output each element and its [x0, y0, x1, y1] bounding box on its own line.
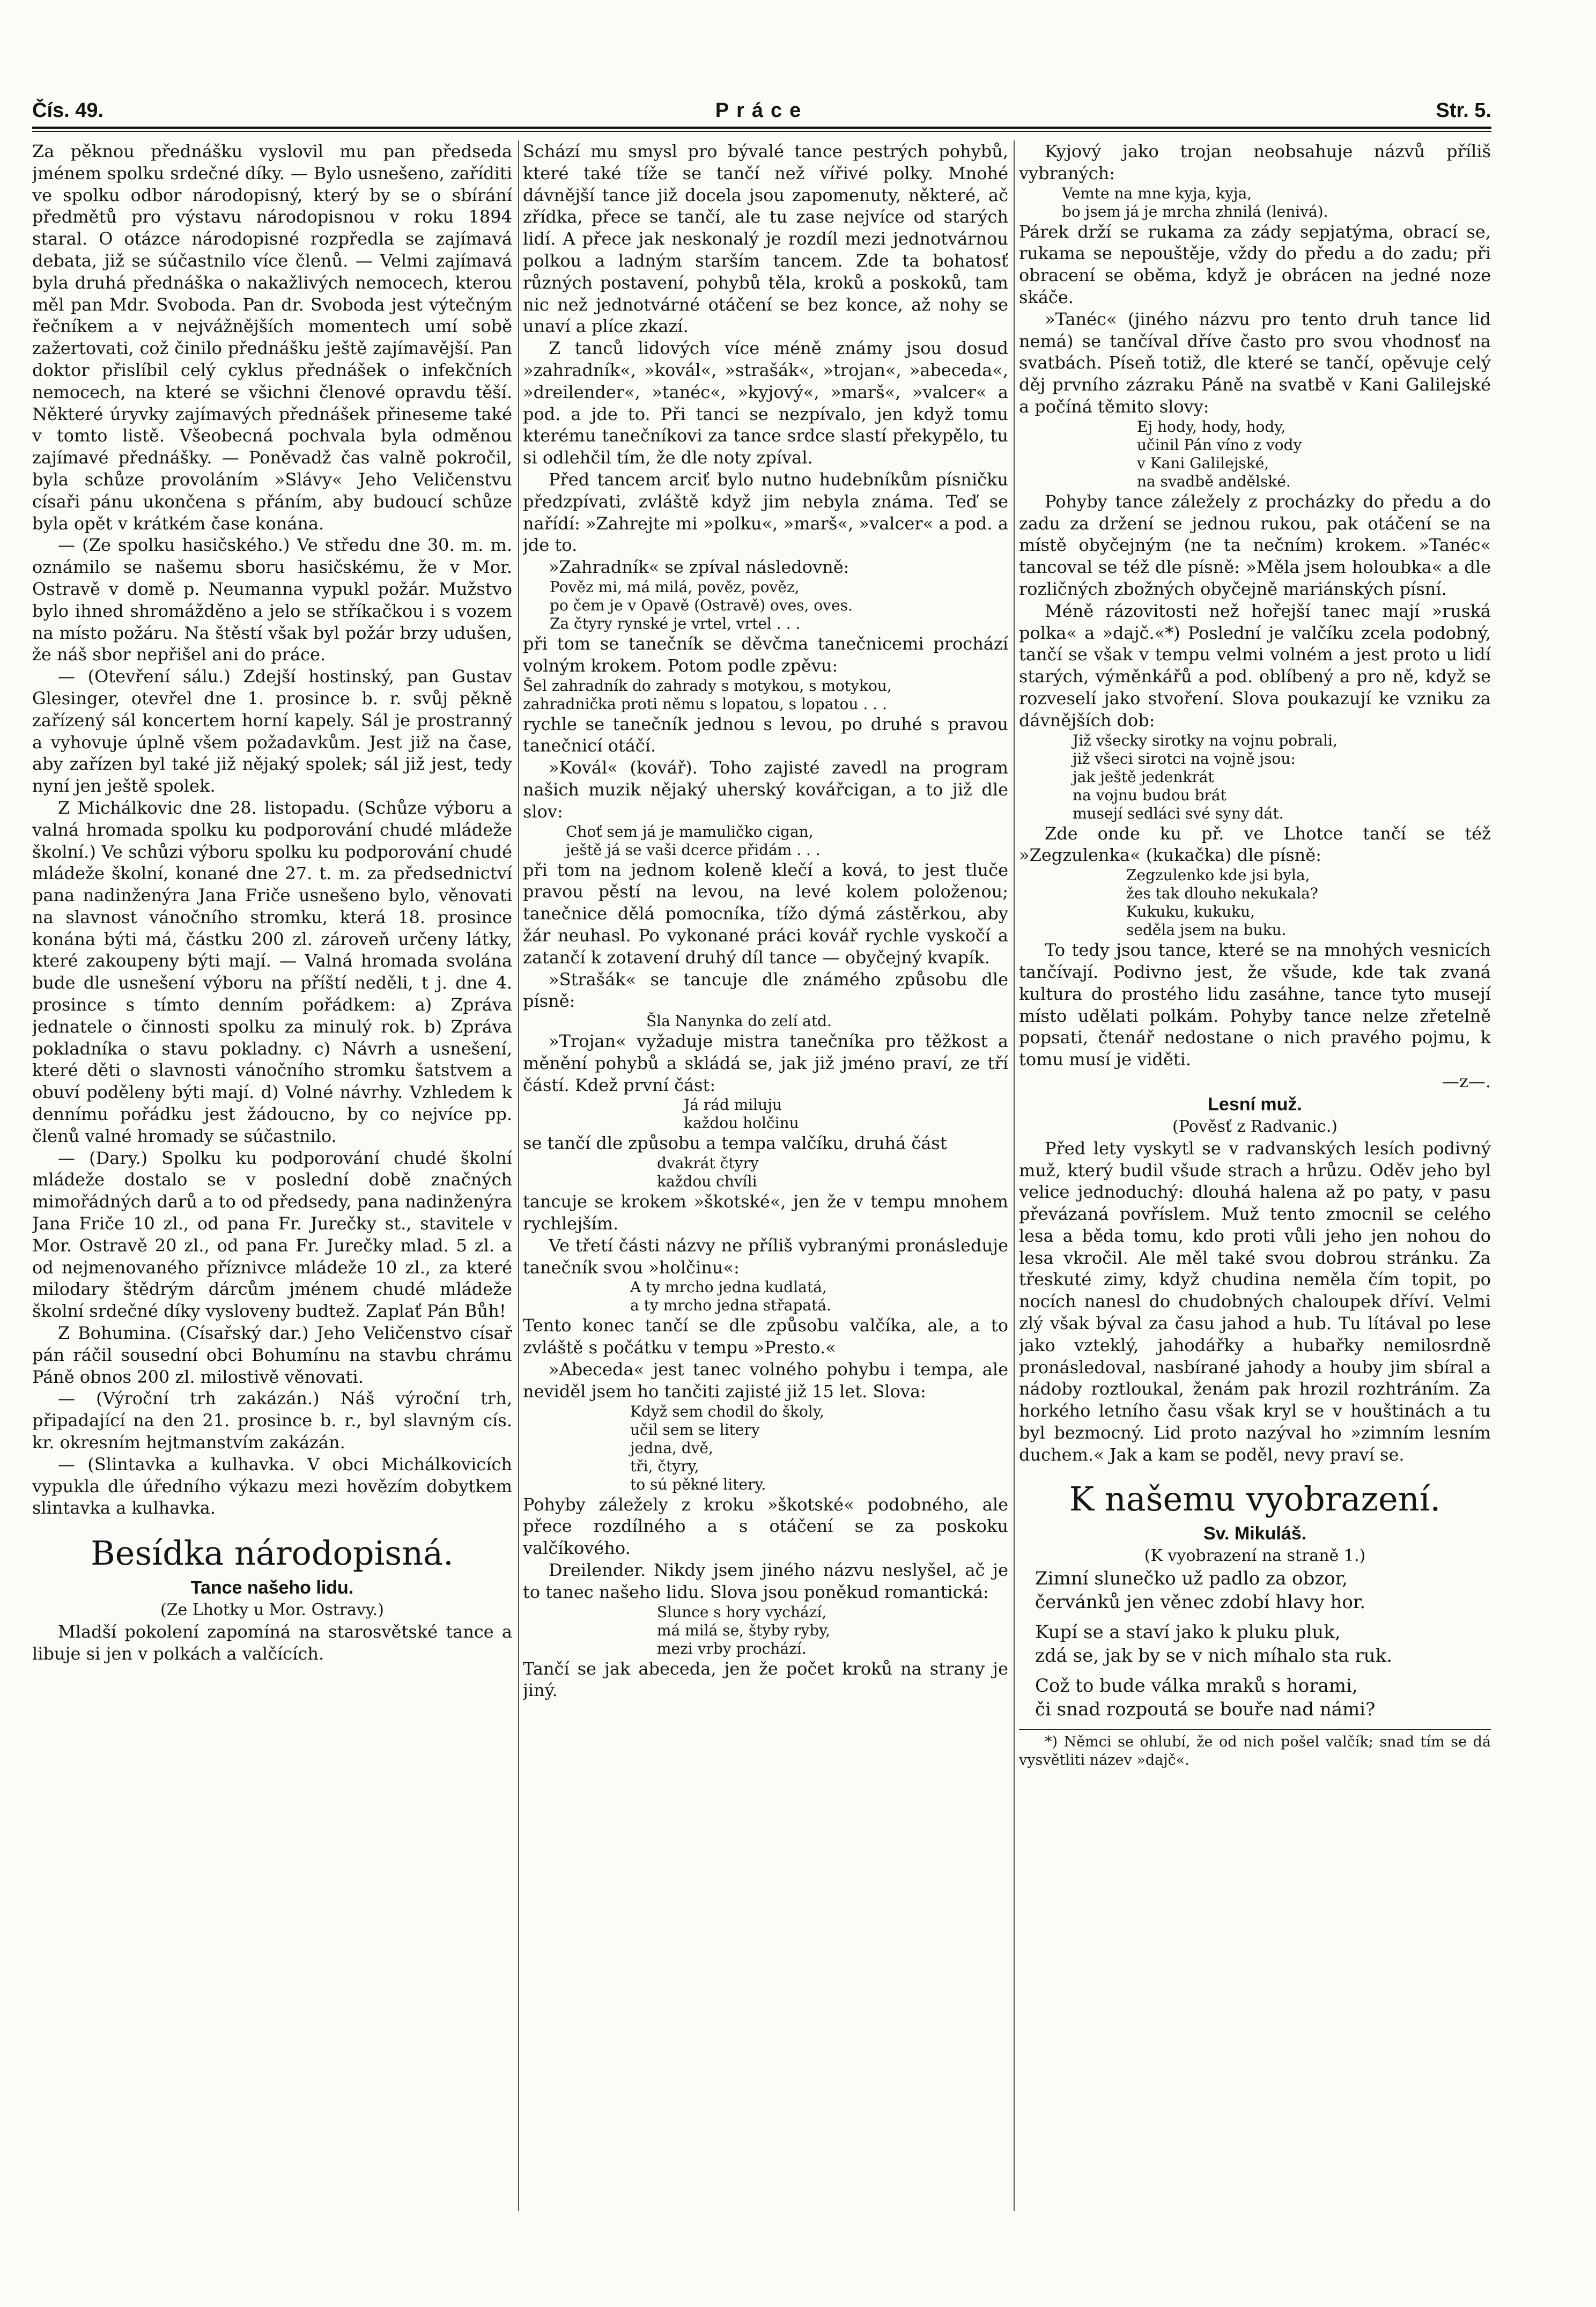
verse-line: žes tak dlouho nekukala?	[1126, 885, 1318, 903]
paragraph: »Tanéc« (jiného názvu pro tento druh tance lid nemá) se tančíval dříve často pro svou vhodnosť na svatbách. Píseň totiž, dle které se tančí, opěvuje celý děj prvního zázraku Páně na svatbě v Kani Galilejské a počíná těmito slovy:	[1019, 308, 1491, 417]
paragraph: »Strašák« se tancuje dle známého způsobu dle písně:	[523, 969, 1008, 1012]
header-rule-thin	[32, 131, 1491, 132]
verse-line: jak ještě jedenkrát	[1073, 768, 1214, 786]
verse-line: na svadbě andělské.	[1137, 472, 1291, 490]
newspaper-title: Práce	[715, 99, 809, 122]
verse-line: dvakrát čtyry	[657, 1154, 759, 1173]
verse-line: zahradnička proti němu s lopatou, s lopatou . . .	[523, 695, 887, 713]
verse-line: v Kani Galilejské,	[1137, 454, 1269, 472]
poem-line: Což to bude válka mraků s horami,	[1035, 1675, 1358, 1697]
song-verse	[1073, 732, 1491, 823]
verse-line: A ty mrcho jedna kudlatá,	[630, 1278, 827, 1296]
song-verse	[550, 578, 1008, 633]
verse-line: Šel zahradník do zahrady s motykou, s motykou,	[523, 676, 892, 695]
paragraph: Párek drží se rukama za zády sepjatýma, obrací se, rukama se nepouštěje, vždy do předu a do zadu; při obracení se oběma, když je obrácen na jedné noze skáče.	[1019, 221, 1491, 307]
column-2	[523, 141, 1008, 2205]
verse-line: bo jsem já je mrcha zhnilá (lenivá).	[1062, 202, 1328, 220]
verse-line: Slunce s hory vychází,	[657, 1603, 827, 1621]
song-verse	[1126, 866, 1491, 939]
article-title: Lesní muž.	[1208, 1094, 1302, 1115]
verse-line: Zegzulenko kde jsi byla,	[1126, 866, 1310, 885]
song-verse	[1137, 418, 1491, 491]
paragraph: Tento konec tančí se dle způsobu valčíka, ale, a to zvláště s počátku v tempu »Presto.«	[523, 1315, 1008, 1358]
paragraph: — (Otevření sálu.) Zdejší hostinský, pan Gustav Glesinger, otevřel dne 1. prosince b. r. svůj pěkně zařízený sál koncertem horní kapely. Sál je prostranný a vyhovuje úplně všem požadavkům. Jest již na čase, aby zařízen byl také již nějaký spolek; sál již jest, tedy nyní jen ještě spolek.	[32, 666, 512, 797]
verse-line: Za čtyry rynské je vrtel, vrtel . . .	[550, 614, 801, 632]
verse-line: Šla Nanynka do zelí atd.	[646, 1012, 832, 1030]
paragraph: »Kovál« (kovář). Toho zajisté zavedl na program našich muzik nějaký uherský kovářcigan, a to již dle slov:	[523, 757, 1008, 822]
paragraph: při tom se tanečník se děvčma tanečnicemi prochází volným krokem. Potom podle zpěvu:	[523, 633, 1008, 676]
paragraph: Pohyby tance záležely z procházky do předu a do zadu za držení se jednou rukou, pak otáčení se na místě obyčejným (ne ta nečním) krokem. »Tanéc« tancoval se též dle písně: »Měla jsem holoubka« a dle rozličných zbožných obyčejně mariánských písní.	[1019, 491, 1491, 599]
verse-line: každou holčinu	[684, 1114, 799, 1132]
column-1	[32, 141, 512, 2205]
paragraph: »Abeceda« jest tanec volného pohybu i tempa, ale neviděl jsem ho tančiti zajisté již 15 let. Slova:	[523, 1359, 1008, 1402]
page-number: Str. 5.	[1436, 99, 1491, 122]
paragraph: Před tancem arciť bylo nutno hudebníkům písničku předzpívati, zvláště když jim nebyla známa. Teď se nařídí: »Zahrejte mi »polku«, »marš«, »valcer« a pod. a jde to.	[523, 469, 1008, 556]
article-title: Tance našeho lidu.	[190, 1578, 354, 1598]
footnote-rule	[1019, 1729, 1491, 1730]
verse-line: Choť sem já je mamuličko cigan,	[566, 822, 814, 841]
issue-number: Čís. 49.	[32, 99, 104, 122]
paragraph: — (Slintavka a kulhavka. V obci Michálkovicích vypukla dle úředního výkazu mezi hovězím dobytkem slintavka a kulhavka.	[32, 1454, 512, 1519]
article-title: Sv. Mikuláš.	[1203, 1523, 1307, 1544]
song-verse	[657, 1154, 1008, 1191]
verse-line: Já rád miluju	[684, 1096, 782, 1114]
verse-line: to sú pěkné litery.	[630, 1475, 766, 1493]
song-verse	[1062, 185, 1491, 221]
verse-line: po čem je v Opavě (Ostravě) oves, oves.	[550, 596, 853, 614]
verse-line: jedna, dvě,	[630, 1439, 713, 1457]
paragraph: Pohyby záležely z kroku »škotské« podobného, ale přece rozdílného a s otáčení se za poskoku valčíkového.	[523, 1494, 1008, 1559]
paragraph: tancuje se krokem »škotské«, jen že v tempu mnohem rychlejším.	[523, 1191, 1008, 1234]
section-title: K našemu vyobrazení.	[1069, 1479, 1441, 1519]
paragraph: »Zahradník« se zpíval následovně:	[549, 557, 849, 578]
song-verse	[630, 1278, 1008, 1315]
verse-line: musejí sedláci své syny dát.	[1073, 804, 1284, 822]
paragraph: Tančí se jak abeceda, jen že počet kroků na strany je jiný.	[523, 1658, 1008, 1701]
paragraph: Kyjový jako trojan neobsahuje názvů příliš vybraných:	[1019, 141, 1491, 183]
poem-line: Zimní slunečko už padlo za obzor,	[1035, 1567, 1348, 1589]
verse-line: Ej hody, hody, hody,	[1137, 417, 1286, 436]
header-rule	[32, 127, 1491, 129]
section-title: Besídka národopisná.	[91, 1534, 454, 1573]
paragraph: — (Výroční trh zakázán.) Náš výroční trh, připadající na den 21. prosince b. r., byl slavným cís. kr. okresním hejtmanstvím zakázán.	[32, 1388, 512, 1453]
poem-line: či snad rozpoutá se bouře nad námi?	[1035, 1698, 1376, 1720]
signature: —z—.	[1442, 1071, 1491, 1092]
footnote: *) Němci se ohlubí, že od nich pošel valčík; snad tím se dá vysvětliti název »dajč«.	[1019, 1733, 1491, 1768]
paragraph: Za pěknou přednášku vyslovil mu pan předseda jménem spolku srdečné díky. — Bylo usnešeno, zaříditi ve spolku odbor národopisný, který by se o sbírání předmětů pro výstavu národopisnou v roku 1894 staral. O otázce národopisné rozpředla se zajímavá debata, již se súčastnilo více členů. — Velmi zajímavá byla druhá přednáška o nakažlivých nemocech, kterou měl pan Mdr. Svoboda. Pan dr. Svoboda jest výtečným řečníkem a v nejvážnějších momentech umí sobě zažertovati, což činilo přednášku ještě zajímavější. Pan doktor přislíbil celý cyklus přednášek o infekčních nemocech, na které se všichni členové opravdu těší. Některé úryvky zajímavých přednášek přineseme také v tomto listě. Všeobecná pochvala byla odměnou zajímavé přednášky. — Poněvadž čas valně pokročil, byla schůze provoláním »Slávy« Jeho Veličenstvu císaři pánu ukončena s přáním, aby budoucí schůze byla opět v krátkém čase konána.	[32, 141, 512, 534]
verse-line: má milá se, štyby ryby,	[657, 1621, 831, 1639]
paragraph: To tedy jsou tance, které se na mnohých vesnicích tančívají. Podivno jest, že všude, kde tak zvaná kultura do prostého lidu zasáhne, tance tyto musejí místo udělati polkám. Pohyby tance nelze zřetelně popsati, čtenář nedostane o nich pravého pojmu, k tomu musí je viděti.	[1019, 940, 1491, 1070]
article-subtitle: (Pověsť z Radvanic.)	[1172, 1117, 1338, 1136]
paragraph: »Trojan« vyžaduje mistra tanečníka pro těžkost a měnění pohybů a skládá se, jak již jméno praví, ze tří částí. Kdež první část:	[523, 1031, 1008, 1095]
paragraph: Méně rázovitosti než hořejší tanec mají »ruská polka« a »dajč.«*) Poslední je valčíku zcela podobný, tančí se však v tempu velmi volném a jest proto u lidí starých, výměnkářů a pod. oblíbený a pro ně, když se rozveselí jako stvoření. Slova poukazují ke vzniku za dávnějších dob:	[1019, 600, 1491, 731]
paragraph: se tančí dle způsobu a tempa valčíku, druhá část	[523, 1133, 947, 1154]
poem-line: červánků jen věnec zdobí hlavy hor.	[1035, 1591, 1366, 1613]
article-subtitle: (Ze Lhotky u Mor. Ostravy.)	[160, 1601, 385, 1620]
paragraph: při tom na jednom koleně klečí a ková, to jest tluče pravou pěstí na levou, na levé kolem položenou; tanečnice dělá pomocníka, tížo dýmá zástěrkou, aby žár neuhasl. Po vykonané práci kovář rychle vyskočí a zatančí k zotavení druhý díl tance — obyčejný kvapík.	[523, 859, 1008, 968]
song-verse	[523, 677, 1008, 713]
verse-line: každou chvíli	[657, 1173, 757, 1191]
poem-line: zdá se, jak by se v nich míhalo sta ruk.	[1035, 1645, 1393, 1667]
song-verse	[630, 1403, 1008, 1494]
paragraph: Zde onde ku př. ve Lhotce tančí se též »Zegzulenka« (kukačka) dle písně:	[1019, 823, 1491, 866]
column-divider	[1014, 141, 1015, 2211]
paragraph: Z Michálkovic dne 28. listopadu. (Schůze výboru a valná hromada spolku ku podporování chudé mládeže školní.) Ve schůzi výboru spolku ku podporování chudé mládeže školní, konané dne 27. t. m. za předsednictví pana nadinženýra Jana Friče usnešeno bylo, věnovati na slavnost vánočního stromku, která 18. prosince konána býti má, částku 200 zl. zároveň určeny látky, které zakoupeny býti mají. — Valná hromada svolána bude dle usnešení výboru na příští neděli, t j. dne 4. prosince s tímto denním pořádkem: a) Zpráva jednatele o činnosti spolku za minulý rok. b) Zpráva pokladníka o stavu pokladny. c) Návrh a usnešení, které děti o slavnosti vánočního stromku šatstvem a obuví poděleny býti mají. d) Volné návrhy. Vzhledem k dennímu pořádku jest žádoucno, by co nejvíce pp. členů valné hromady se súčastnilo.	[32, 797, 512, 1146]
column-divider	[518, 141, 519, 2211]
verse-line: učil sem se litery	[630, 1420, 760, 1439]
verse-line: mezi vrby prochází.	[657, 1639, 807, 1657]
verse-line: učinil Pán víno z vody	[1137, 436, 1302, 454]
verse-line: již všeci sirotci na vojně jsou:	[1073, 749, 1296, 768]
song-verse	[566, 823, 1008, 859]
song-verse	[657, 1603, 1008, 1658]
page-header	[32, 94, 1491, 126]
song-verse	[646, 1012, 1008, 1030]
verse-line: a ty mrcho jedna střapatá.	[630, 1296, 831, 1315]
verse-line: Vemte na mne kyja, kyja,	[1062, 184, 1252, 202]
verse-line: Kukuku, kukuku,	[1126, 903, 1255, 921]
article-subtitle: (K vyobrazení na straně 1.)	[1144, 1546, 1366, 1565]
poem	[1035, 1567, 1491, 1721]
column-3	[1019, 141, 1491, 2205]
paragraph: rychle se tanečník jednou s levou, po druhé s pravou tanečnicí otáčí.	[523, 713, 1008, 756]
paragraph: Schází mu smysl pro bývalé tance pestrých pohybů, které také tíže se tančí než vířivé polky. Mnohé dávnější tance již docela jsou zapomenuty, některé, ač zřídka, přece se tančí, ale tu zase nejvíce od starých lidí. A přece jak neskonalý je rozdíl mezi jednotvárnou polkou a ladným starším tancem. Zde ta bohatosť různých postavení, pohybů těla, kroků a poskoků, tam nic než jednotvárné otáčení se bez konce, až nohy se unaví a plíce zkazí.	[523, 141, 1008, 337]
paragraph: Před lety vyskytl se v radvanských lesích podivný muž, který budil všude strach a hrůzu. Oděv jeho byl velice jednoduchý: dlouhá halena až po paty, v pasu převázaná povříslem. Muž tento zmocnil se celého lesa a běda tomu, kdo proti vůli jeho jen nohou do lesa vkročil. Ale měl také svou dobrou stránku. Za třeskuté zimy, když chudina neměla čím topit, po nocích nanesl do chudobných chaloupek dříví. Velmi zlý však býval za času jahod a hub. Tu lítával po lese jako vzteklý, jahodářky a hubařky nemilosrdně pronásledoval, nasbírané jahody a houby jim sbíral a nádoby roztloukal, ženám pak hrozil rozhtráním. Za horkého letního času však kryl se v houštinách a tu byl bezmocný. Lid proto nazýval ho »zimním lesním duchem.« Jak a kam se poděl, nevy praví se.	[1019, 1138, 1491, 1465]
verse-line: na vojnu budou brát	[1073, 786, 1226, 804]
song-verse	[684, 1096, 1008, 1132]
paragraph: Mladší pokolení zapomíná na starosvětské tance a libuje si jen v polkách a valčících.	[32, 1621, 512, 1664]
verse-line: Již všecky sirotky na vojnu pobrali,	[1073, 731, 1338, 749]
paragraph: Z tanců lidových více méně známy jsou dosud »zahradník«, »kovál«, »strašák«, »trojan«, »abeceda«, »dreilender«, »tanéc«, »kyjový«, »marš«, »valcer« a pod. a jde to. Při tanci se nezpívalo, jen když tomu kterému tanečníkovi za tance srdce slastí překypělo, tu si odlehčil tím, že dle noty zpíval.	[523, 338, 1008, 468]
verse-line: tři, čtyry,	[630, 1457, 699, 1475]
paragraph: Dreilender. Nikdy jsem jiného názvu neslyšel, ač je to tanec našeho lidu. Slova jsou poněkud romantická:	[523, 1560, 1008, 1602]
paragraph: Z Bohumina. (Císařský dar.) Jeho Veličenstvo císař pán ráčil sousední obci Bohumínu na stavbu chrámu Páně obnos 200 zl. milostivě věnovati.	[32, 1323, 512, 1387]
verse-line: seděla jsem na buku.	[1126, 921, 1287, 939]
verse-line: Když sem chodil do školy,	[630, 1402, 824, 1420]
poem-line: Kupí se a staví jako k pluku pluk,	[1035, 1621, 1341, 1643]
verse-line: ještě já se vaši dcerce přidám . . .	[566, 841, 821, 859]
paragraph: — (Ze spolku hasičského.) Ve středu dne 30. m. m. oznámilo se našemu sboru hasičskému, že v Mor. Ostravě v domě p. Neumanna vypukl požár. Mužstvo bylo ihned shromážděno a jelo se stříkačkou i s vozem na místo požáru. Na štěstí však byl požár brzy udušen, že náš sbor nepřišel ani do práce.	[32, 535, 512, 665]
paragraph: — (Dary.) Spolku ku podporování chudé školní mládeže dostalo se v poslední době značných mimořádných darů a to od předsedy, pana nadinženýra Jana Friče 10 zl., od pana Fr. Jurečky st., stavitele v Mor. Ostravě 20 zl., od pana Fr. Jurečky mlad. 5 zl. a od nejmenovaného příznivce mládeže 10 zl., za které milodary štědrým dárcům jménem chudé mládeže školní srdečné díky vysloveny budtež. Zaplať Pán Bůh!	[32, 1147, 512, 1322]
verse-line: Pověz mi, má milá, pověz, pověz,	[550, 578, 800, 596]
paragraph: Ve třetí části názvy ne příliš vybranými pronásleduje tanečník svou »holčinu«:	[523, 1235, 1008, 1278]
